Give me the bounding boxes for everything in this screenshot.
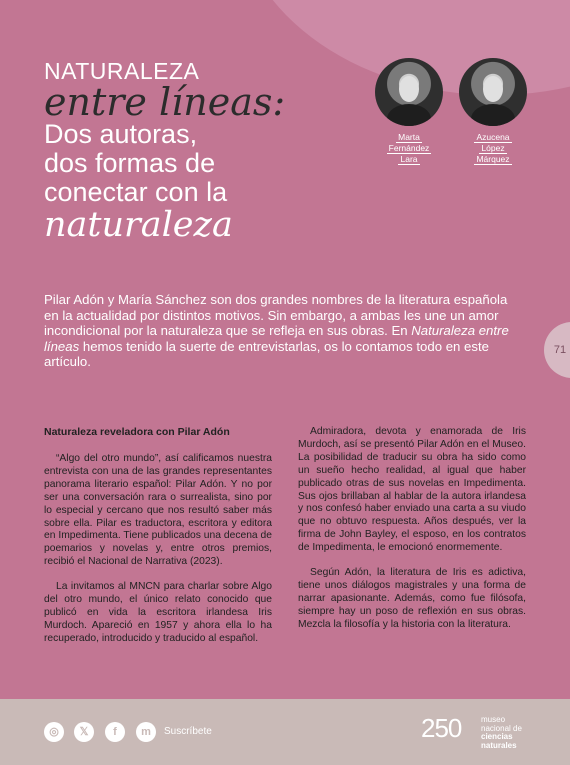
author-name: Azucena López Márquez bbox=[476, 132, 510, 164]
page-number: 71 bbox=[553, 344, 567, 356]
title-italic: entre líneas: bbox=[44, 80, 286, 124]
museum-logo-number: 250 bbox=[421, 713, 462, 743]
subtitle-line: dos formas de bbox=[44, 148, 216, 178]
page-number-tab bbox=[544, 322, 570, 378]
page-title bbox=[44, 58, 344, 243]
subtitle-italic: naturaleza bbox=[44, 205, 233, 245]
subscribe-link[interactable]: Suscríbete bbox=[164, 726, 212, 737]
article-column-1 bbox=[44, 426, 272, 658]
title-kicker: NATURALEZA bbox=[44, 58, 200, 84]
subtitle-line: conectar con la bbox=[44, 177, 228, 207]
avatar bbox=[459, 58, 527, 126]
author-card-2 bbox=[453, 58, 533, 165]
paragraph: “Algo del otro mundo”, así calificamos nuestra entrevista con una de las grandes representantes panorama literario español: Pilar Adón. Y no por ser una conversación rara o surrealista, sino por lo especial y cercano que nos resultó saber más sobre ella. Pilar es traductora, escritora y editora en Impedimenta. Tiene publicados una decena de poemarios y novelas y, entre otros premios, recibió el Nacional de Narrativa (2023). bbox=[44, 453, 272, 568]
avatar bbox=[375, 58, 443, 126]
article-column-2 bbox=[298, 426, 526, 644]
instagram-icon[interactable]: ◎ bbox=[44, 722, 64, 742]
subtitle-line: Dos autoras, bbox=[44, 119, 198, 149]
paragraph: Según Adón, la literatura de Iris es adictiva, tiene unos diálogos magistrales y una forma de narrar apasionante. Además, como fue filósofa, siempre hay un poso de reflexión en sus obras. Mezcla la filosofía y la historia con la literatura. bbox=[298, 567, 526, 630]
facebook-icon[interactable]: f bbox=[105, 722, 125, 742]
paragraph: La invitamos al MNCN para charlar sobre Algo del otro mundo, el único relato conocido que publicó en vida la escritora irlandesa Iris Murdoch. Apareció en 1957 y ahora ella lo ha recuperado, introducido y traducido al español. bbox=[44, 581, 272, 644]
author-name: Marta Fernández Lara bbox=[388, 132, 430, 164]
museum-logo-text: museo nacional de ciencias naturales bbox=[481, 715, 522, 750]
x-icon[interactable]: 𝕏 bbox=[74, 722, 94, 742]
author-card-1 bbox=[369, 58, 449, 165]
paragraph: Admiradora, devota y enamorada de Iris Murdoch, así se presentó Pilar Adón en el Museo. La posibilidad de traducir su obra ha sido como un sueño hecho realidad, al igual que haber publicado otras de sus novelas en Impedimenta. Sus ojos brillaban al hablar de la autora irlandesa y nos confesó haber enviado una carta a su viudo que no obtuvo respuesta. Años después, ver la firma de John Bayley, el esposo, en los contratos de Impedimenta, le emocionó enormemente. bbox=[298, 426, 526, 554]
section-heading: Naturaleza reveladora con Pilar Adón bbox=[44, 426, 230, 438]
footer bbox=[0, 699, 570, 765]
intro-paragraph: Pilar Adón y María Sánchez son dos grandes nombres de la literatura española en la actualidad por distintos motivos. Sin embargo, a ambas les une un amor incondicional por la naturaleza que se refleja en sus obras. En Naturaleza entre líneas hemos tenido la suerte de entrevistarlas, os lo contamos todo en este artículo. bbox=[44, 292, 509, 369]
ivoox-icon[interactable]: m bbox=[136, 722, 156, 742]
